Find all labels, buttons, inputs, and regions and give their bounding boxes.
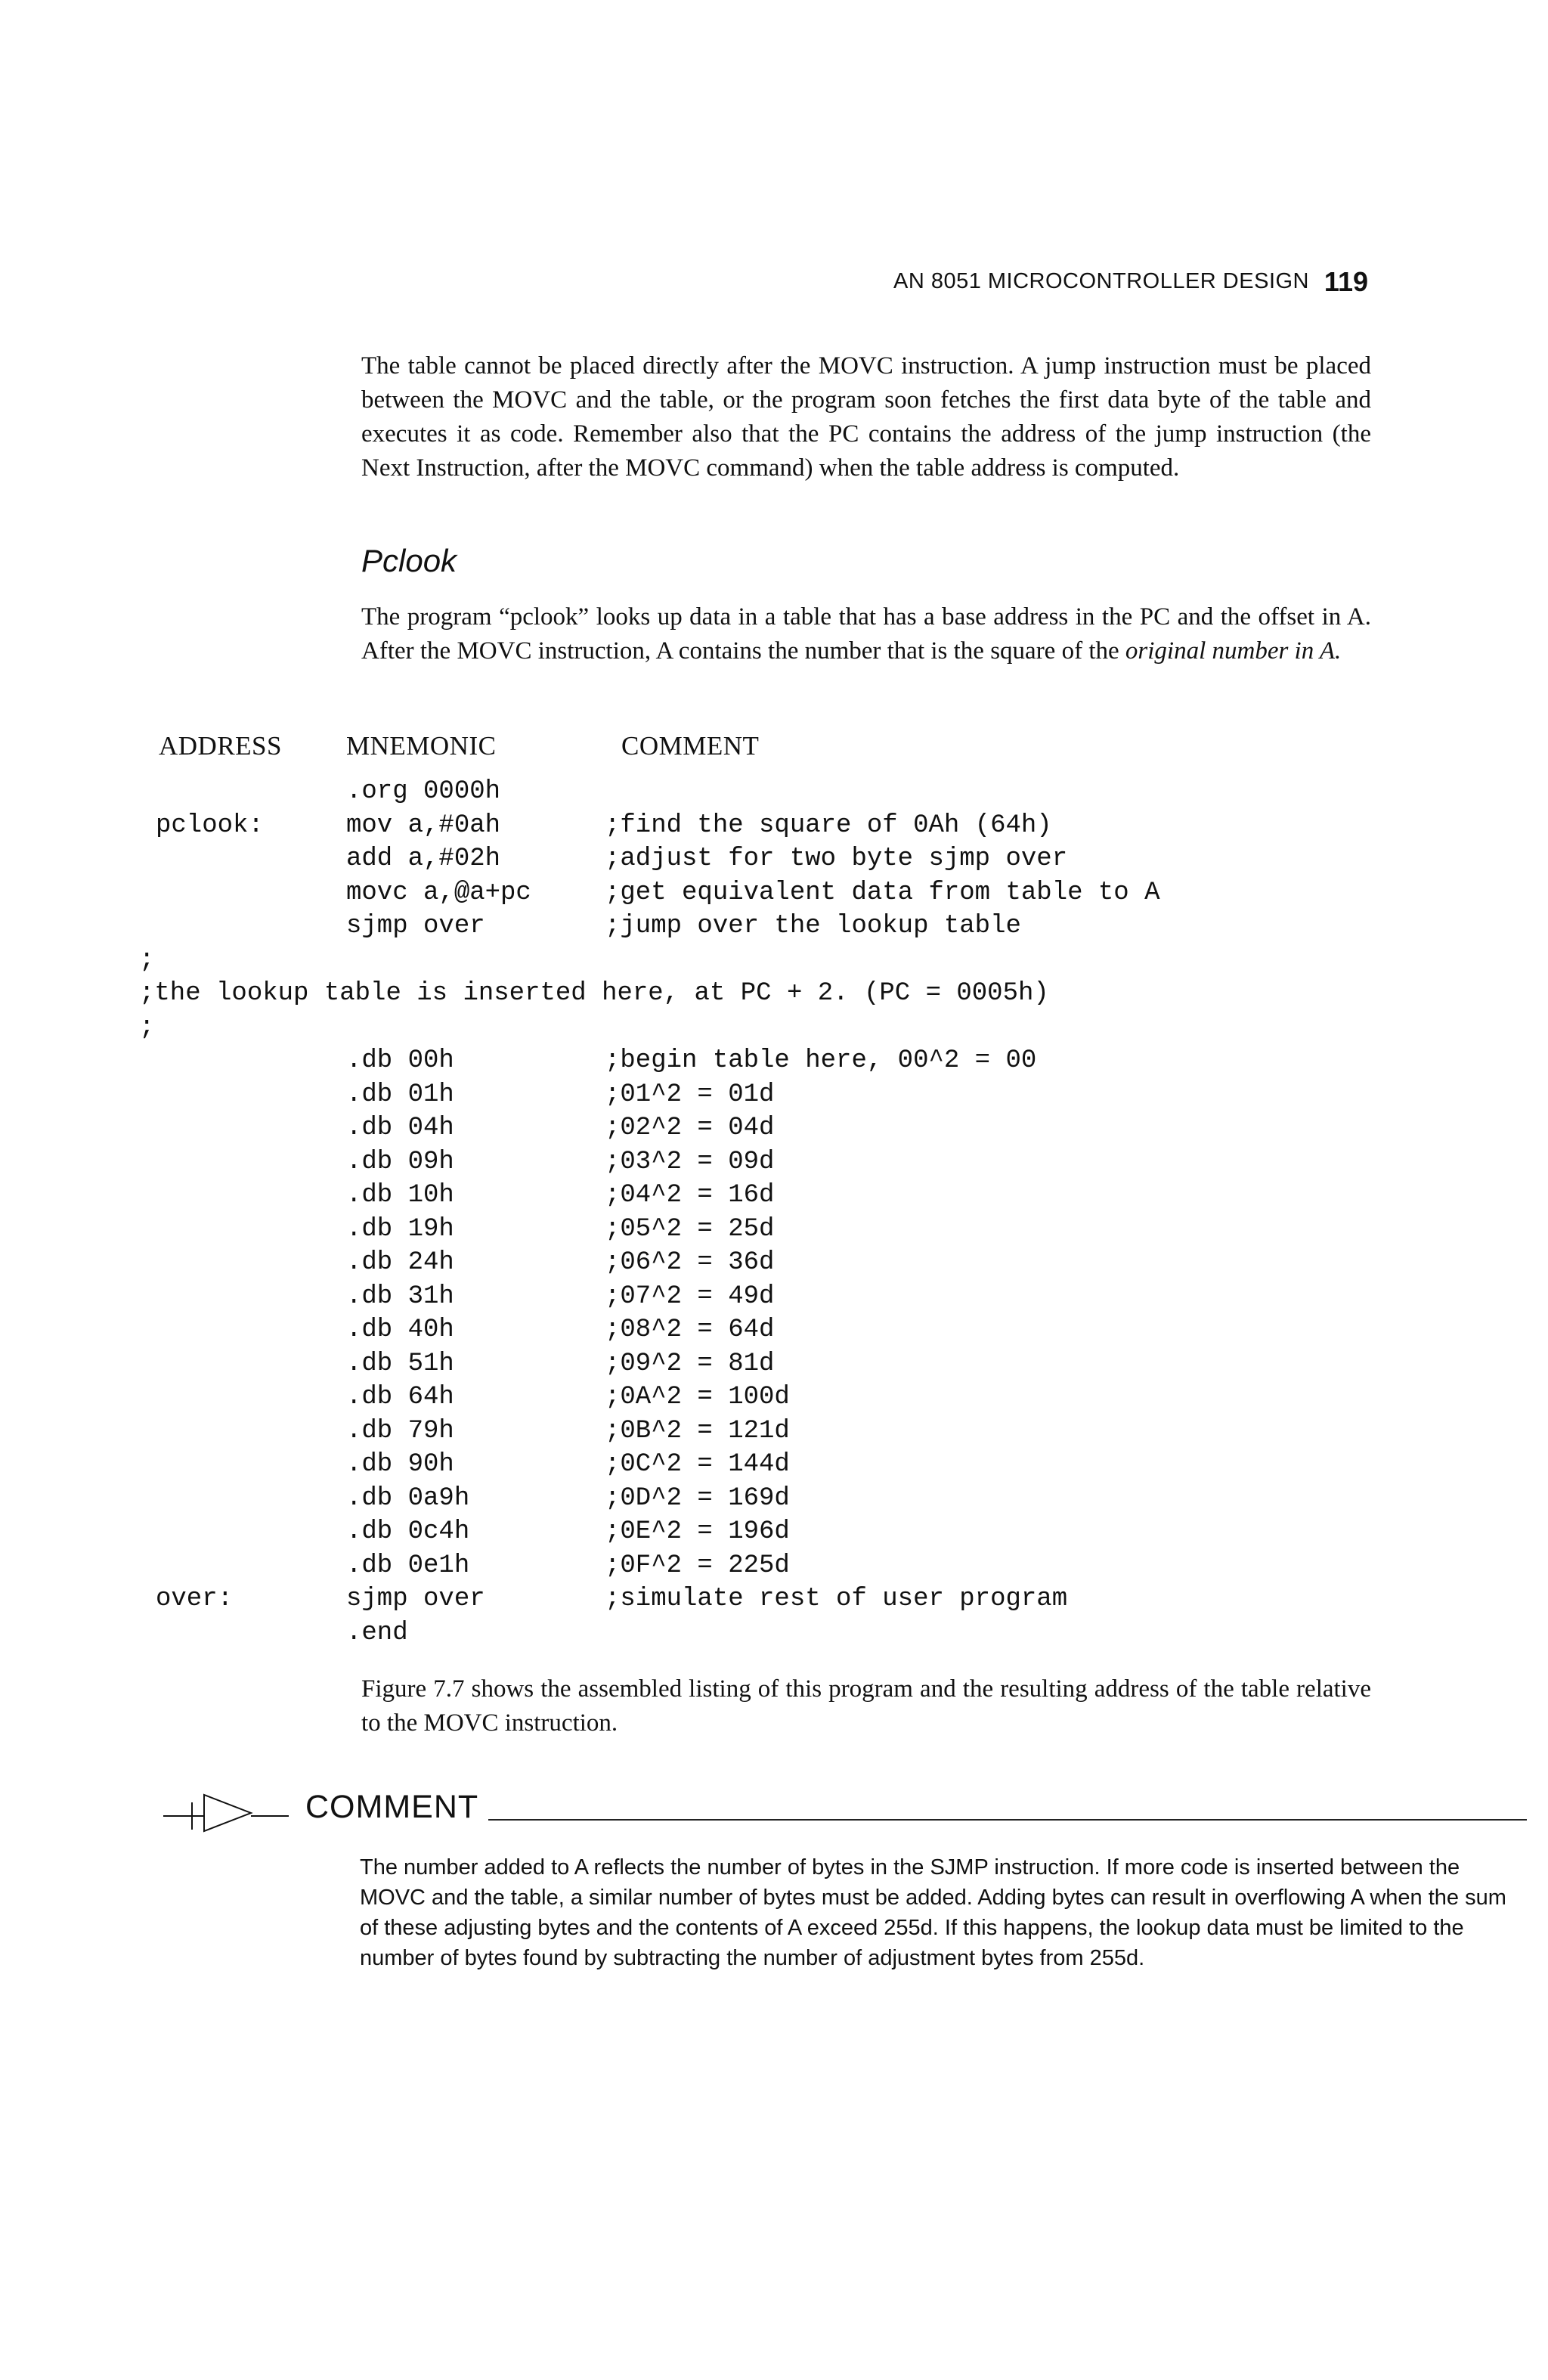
code-comment: ;07^2 = 49d (605, 1281, 775, 1311)
code-comment: ;0B^2 = 121d (605, 1416, 790, 1446)
code-comment: ;09^2 = 81d (605, 1349, 775, 1378)
code-comment: ;05^2 = 25d (605, 1214, 775, 1244)
code-comment: ;begin table here, 00^2 = 00 (605, 1046, 1037, 1075)
code-header-mnemonic: MNEMONIC (346, 731, 497, 761)
code-mnemonic: .db 79h (346, 1416, 454, 1446)
code-mnemonic: mov a,#0ah (346, 810, 501, 840)
code-mnemonic: .db 51h (346, 1349, 454, 1378)
code-mnemonic: .org 0000h (346, 777, 501, 806)
code-comment: ;find the square of 0Ah (64h) (605, 810, 1052, 840)
code-comment: ;0E^2 = 196d (605, 1517, 790, 1546)
code-comment: ;0F^2 = 225d (605, 1551, 790, 1580)
running-head (862, 266, 1368, 304)
pclook-description-main: The program “pclook” looks up data in a table that has a base address in the PC and the offset in A. After the MOVC instruction, A contains the number that is the square of the (361, 603, 1371, 665)
code-mnemonic: .db 00h (346, 1046, 454, 1075)
code-comment: ;03^2 = 09d (605, 1147, 775, 1176)
code-label: over: (156, 1585, 234, 1613)
code-mnemonic: .db 01h (346, 1080, 454, 1109)
code-comment: ;0C^2 = 144d (605, 1450, 790, 1479)
running-head-title: AN 8051 MICROCONTROLLER DESIGN (893, 269, 1309, 293)
code-mnemonic: .db 09h (346, 1147, 454, 1176)
code-comment: ;get equivalent data from table to A (605, 878, 1160, 907)
comment-title: COMMENT (305, 1789, 479, 1825)
code-comment: ;simulate rest of user program (605, 1585, 1068, 1613)
code-mnemonic: .db 31h (346, 1281, 454, 1311)
code-mnemonic: .db 64h (346, 1383, 454, 1412)
code-mnemonic: .db 19h (346, 1214, 454, 1244)
intro-paragraph: The table cannot be placed directly after the MOVC instruction. A jump instruction must be placed between the MOVC and the table, or the program soon fetches the first data byte of the table and executes it as code. Remember also that the PC contains the address of the jump instruction (the Next Instruction, after the MOVC command) when the table address is computed. (361, 352, 1371, 482)
code-label: pclook: (156, 810, 264, 840)
code-header-address: ADDRESS (159, 731, 282, 761)
code-comment: ;0A^2 = 100d (605, 1383, 790, 1412)
code-mnemonic: .db 0c4h (346, 1517, 470, 1546)
code-comment: ;06^2 = 36d (605, 1248, 775, 1277)
code-mnemonic: .db 0a9h (346, 1483, 470, 1513)
code-mnemonic: add a,#02h (346, 844, 501, 873)
code-comment-line: ; (139, 1012, 155, 1042)
arrow-triangle-icon (162, 1783, 290, 1836)
code-mnemonic: movc a,@a+pc (346, 878, 531, 907)
code-comment-line: ; (139, 945, 155, 975)
code-comment: ;adjust for two byte sjmp over (605, 844, 1068, 873)
code-comment: ;0D^2 = 169d (605, 1483, 790, 1513)
code-mnemonic: .db 24h (346, 1248, 454, 1277)
code-mnemonic: .db 40h (346, 1316, 454, 1344)
code-mnemonic: .db 0e1h (346, 1551, 470, 1580)
figure-reference-paragraph: Figure 7.7 shows the assembled listing of this program and the resulting address of the table relative to the MOVC instruction. (361, 1675, 1371, 1737)
code-mnemonic: .db 10h (346, 1181, 454, 1210)
code-mnemonic: .end (346, 1618, 408, 1647)
code-mnemonic: sjmp over (346, 912, 485, 941)
code-comment: ;08^2 = 64d (605, 1316, 775, 1344)
comment-rule (488, 1819, 1527, 1821)
code-comment-line: ;the lookup table is inserted here, at PC + 2. (PC = 0005h) (139, 979, 1049, 1008)
comment-text: The number added to A reflects the number of bytes in the SJMP instruction. If more code is inserted between the MOVC and the table, a similar number of bytes must be added. Adding bytes can result in overflowing A when the sum of these adjusting bytes and the contents of A exceed 255d. If this happens, the lookup data must be limited to the number of bytes found by subtracting the number of adjustment bytes from 255d. (360, 1855, 1506, 1970)
pclook-description (361, 600, 1371, 668)
code-mnemonic: sjmp over (346, 1585, 485, 1613)
code-comment: ;jump over the lookup table (605, 912, 1021, 941)
page-number: 119 (1324, 266, 1368, 297)
code-comment: ;02^2 = 04d (605, 1114, 775, 1142)
pclook-description-italic: original number in A. (1125, 637, 1342, 665)
code-mnemonic: .db 04h (346, 1114, 454, 1142)
code-header-comment: COMMENT (621, 731, 760, 761)
code-comment: ;04^2 = 16d (605, 1181, 775, 1210)
code-comment: ;01^2 = 01d (605, 1080, 775, 1109)
section-heading: Pclook (361, 543, 457, 578)
code-mnemonic: .db 90h (346, 1450, 454, 1479)
comment-box (151, 1781, 1506, 2008)
